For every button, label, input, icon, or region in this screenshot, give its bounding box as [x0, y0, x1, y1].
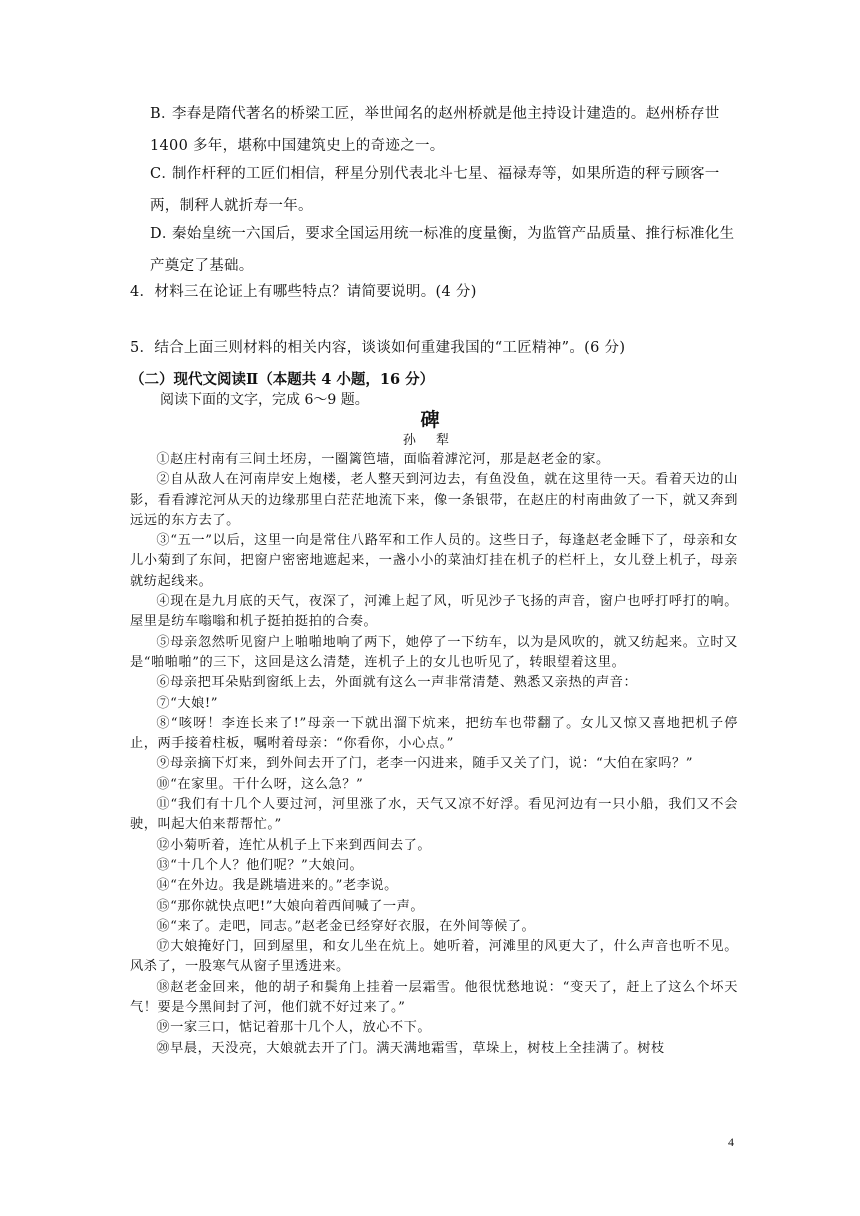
paragraph: ⑰大娘掩好门，回到屋里，和女儿坐在炕上。她听着，河滩里的风更大了，什么声音也听不见。风杀了，一股寒气从窗子里透进来。 — [130, 939, 738, 975]
paragraph: ③“五一”以后，这里一向是常住八路军和工作人员的。这些日子，每逢赵老金睡下了，母亲和女儿小菊到了东间，把窗户密密地遮起来，一盏小小的菜油灯挂在机子的栏杆上，女儿登上机子，母亲就纺起线来。 — [130, 533, 738, 589]
question-4: 4．材料三在论证上有哪些特点？请简要说明。(4 分) — [130, 284, 477, 300]
option-c-text: 制作杆秤的工匠们相信，秤星分别代表北斗七星、福禄寿等，如果所造的秤亏顾客一两，制秤人就折寿一年。 — [150, 166, 720, 214]
paragraph: ④现在是九月底的天气，夜深了，河滩上起了风，听见沙子飞扬的声音，窗户也呼打呼打的响。屋里是纺车嗡嗡和机子挺拍挺拍的合奏。 — [130, 594, 738, 630]
question-5: 5．结合上面三则材料的相关内容，谈谈如何重建我国的“工匠精神”。(6 分) — [130, 340, 626, 356]
option-d-letter: D． — [150, 226, 177, 242]
paragraph: ⑩“在家里。干什么呀，这么急？” — [156, 776, 364, 792]
paragraph: ⑧“咳呀！李连长来了!”母亲一下就出溜下炕来，把纺车也带翻了。女儿又惊又喜地把机子停止，两手接着柱板，嘱咐着母亲：“你看你，小心点。” — [130, 715, 738, 752]
paragraph: ⑯“来了。走吧，同志。”赵老金已经穿好衣服，在外间等候了。 — [156, 918, 536, 934]
story-author: 孙 犁 — [402, 433, 458, 448]
paragraph: ⑲一家三口，惦记着那十几个人，放心不下。 — [156, 1020, 432, 1036]
paragraph: ⑮“那你就快点吧!”大娘向着西间喊了一声。 — [156, 898, 425, 914]
paragraph: ②自从敌人在河南岸安上炮楼，老人整天到河边去，有鱼没鱼，就在这里待一天。看着天边的山影，看看滹沱河从天的边缘那里白茫茫地流下来，像一条银带，在赵庄的村南曲敛了一下，就又奔到远远的东方去了。 — [130, 472, 738, 528]
option-b-letter: B． — [150, 106, 176, 122]
paragraph: ⑬“十几个人？他们呢？”大娘问。 — [156, 857, 364, 873]
paragraph: ①赵庄村南有三间土坯房，一圈篱笆墙，面临着滹沱河，那是赵老金的家。 — [156, 452, 610, 467]
paragraph: ⑫小菊听着，连忙从机子上下来到西间去了。 — [156, 837, 432, 853]
option-d-text: 秦始皇统一六国后，要求全国运用统一标准的度量衡，为监管产品质量、推行标准化生产奠定了基础。 — [150, 226, 735, 274]
paragraph: ⑪“我们有十几个人要过河，河里涨了水，天气又凉不好浮。看见河边有一只小船，我们又不会驶，叫起大伯来帮帮忙。” — [130, 797, 738, 833]
section-heading: （二）现代文阅读Ⅱ（本题共 4 小题，16 分） — [130, 371, 435, 388]
paragraph: ⑳早晨，天没亮，大娘就去开了门。满天满地霜雪，草垛上，树枝上全挂满了。树枝 — [156, 1040, 665, 1056]
paragraph: ⑦“大娘!” — [156, 695, 219, 711]
paragraph: ⑥母亲把耳朵贴到窗纸上去，外面就有这么一声非常清楚、熟悉又亲热的声音： — [156, 675, 638, 691]
paragraph: ⑨母亲摘下灯来，到外间去开了门，老李一闪进来，随手又关了门，说：“大伯在家吗？” — [156, 756, 693, 772]
paragraph: ⑭“在外边。我是跳墙进来的。”老李说。 — [156, 878, 398, 894]
story-title: 碑 — [420, 409, 440, 431]
option-c-letter: C． — [150, 166, 177, 182]
option-b-text: 李春是隋代著名的桥梁工匠，举世闻名的赵州桥就是他主持设计建造的。赵州桥存世 1400 多年，堪称中国建筑史上的奇迹之一。 — [150, 106, 720, 154]
paragraph: ⑤母亲忽然听见窗户上啪啪地响了两下，她停了一下纺车，以为是风吹的，就又纺起来。立时又是“啪啪啪”的三下，这回是这么清楚，连机子上的女儿也听见了，转眼望着这里。 — [130, 634, 738, 670]
option-b — [150, 98, 740, 162]
page-number: 4 — [728, 1135, 734, 1149]
story-body — [130, 450, 738, 1059]
option-d — [150, 218, 740, 282]
option-c — [150, 158, 740, 222]
paragraph: ⑱赵老金回来，他的胡子和鬓角上挂着一层霜雪。他很忧愁地说：“变天了，赶上了这么个坏天气！要是今黑间封了河，他们就不好过来了。” — [130, 979, 738, 1016]
reading-instruction: 阅读下面的文字，完成 6～9 题。 — [160, 392, 369, 408]
